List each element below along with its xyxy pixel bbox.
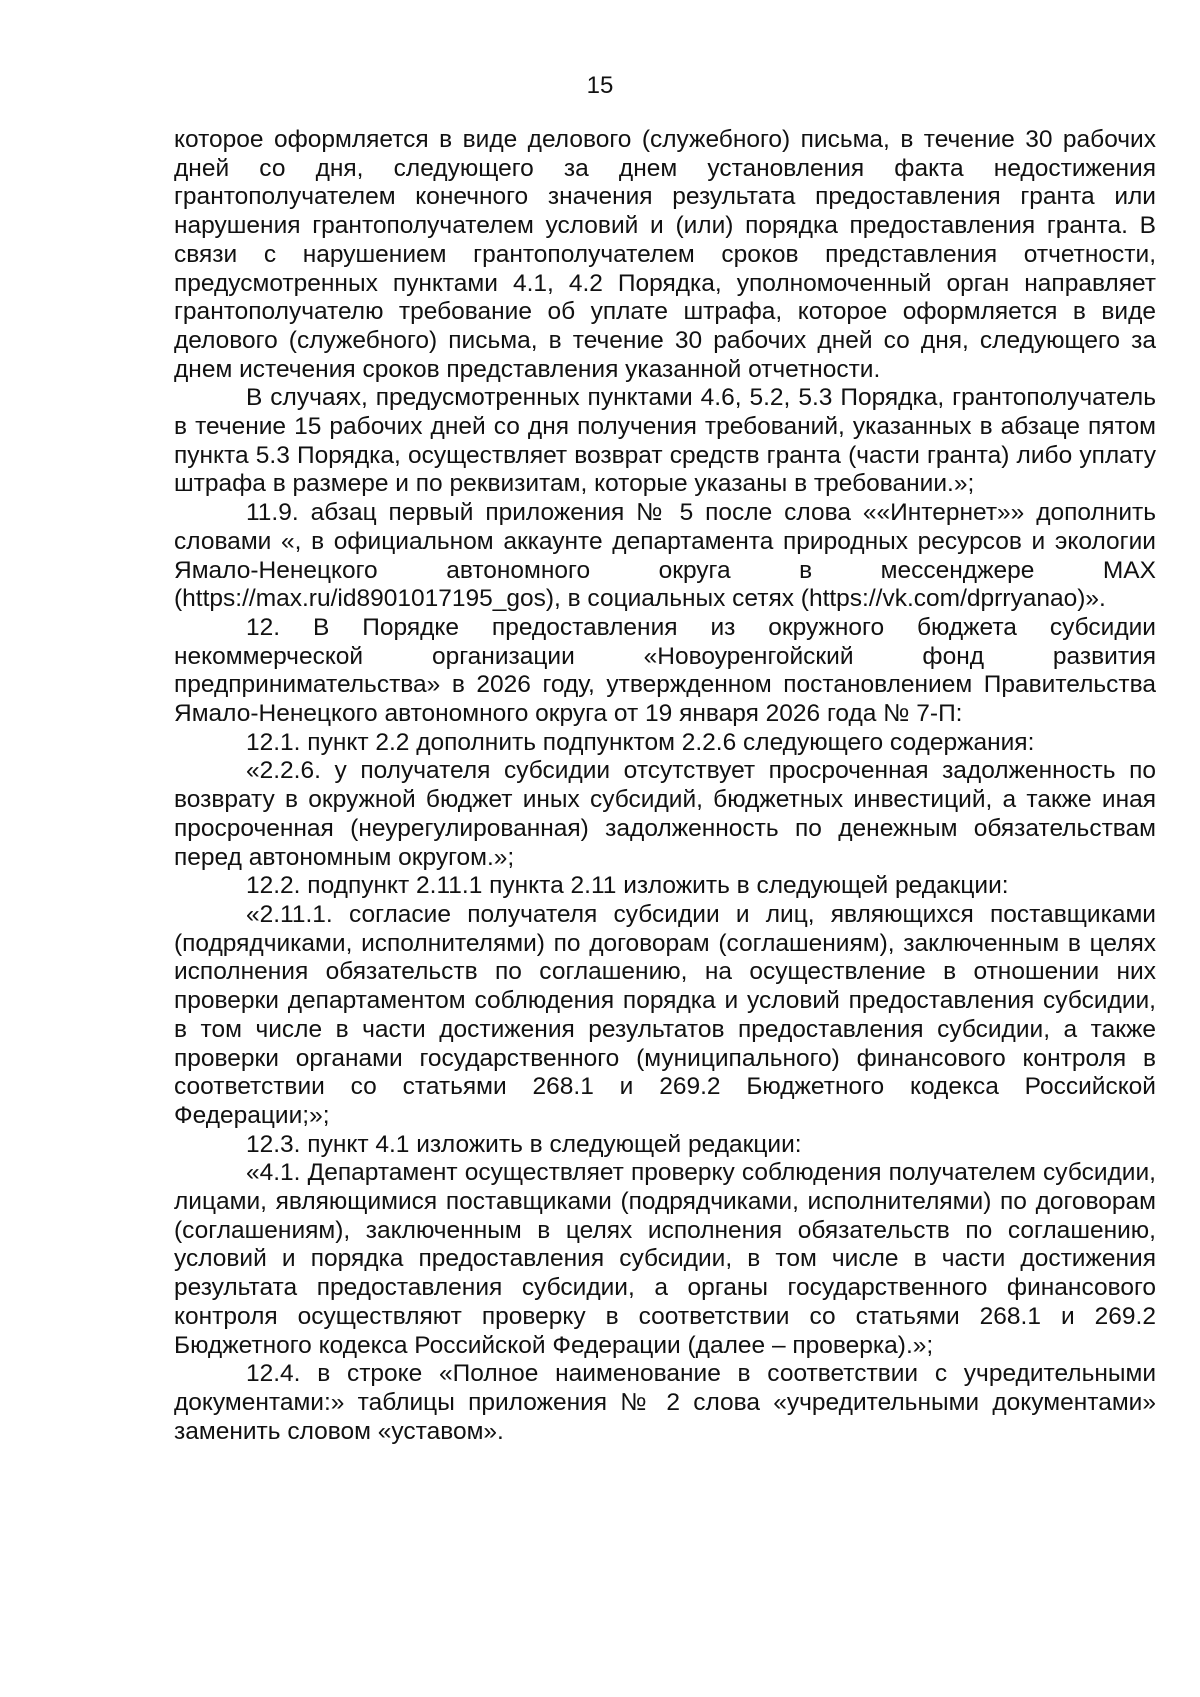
paragraph-item-12-3: 12.3. пункт 4.1 изложить в следующей редакции:	[246, 1130, 802, 1158]
paragraph-item-12-1: 12.1. пункт 2.2 дополнить подпунктом 2.2.6 следующего содержания:	[246, 728, 1035, 756]
paragraph-quote-2-11-1: «2.11.1. согласие получателя субсидии и лиц, являющихся поставщиками (подрядчиками, исполнителями) по договорам (соглашениям), заключенным в целях исполнения обязательств по соглашению, на осуществление в отношении них проверки департаментом соблюдения порядка и условий предоставления субсидии, в том числе в части достижения результатов предоставления субсидии, а также проверки органами государственного (муниципального) финансового контроля в соответствии со статьями 268.1 и 269.2 Бюджетного кодекса Российской Федерации;»;	[174, 900, 1156, 1129]
paragraph-quote-4-1: «4.1. Департамент осуществляет проверку соблюдения получателем субсидии, лицами, являющимися поставщиками (подрядчиками, исполнителями) по договорам (соглашениям), заключенным в целях исполнения обязательств по соглашению, условий и порядка предоставления субсидии, в том числе в части достижения результата предоставления субсидии, а органы государственного финансового контроля осуществляют проверку в соответствии со статьями 268.1 и 269.2 Бюджетного кодекса Российской Федерации (далее – проверка).»;	[174, 1159, 1156, 1359]
paragraph-item-12: 12. В Порядке предоставления из окружного бюджета субсидии некоммерческой организации «Новоуренгойский фонд развития предпринимательства» в 2026 году, утвержденном постановлением Правительства Ямало-Ненецкого автономного округа от 19 января 2026 года № 7-П:	[174, 613, 1156, 728]
paragraph-item-12-4: 12.4. в строке «Полное наименование в соответствии с учредительными документами:» таблицы приложения № 2 слова «учредительными документами» заменить словом «уставом».	[174, 1360, 1156, 1445]
paragraph-item-12-2: 12.2. подпункт 2.11.1 пункта 2.11 изложить в следующей редакции:	[246, 872, 1009, 900]
document-body	[174, 126, 1156, 1446]
paragraph: В случаях, предусмотренных пунктами 4.6, 5.2, 5.3 Порядка, грантополучатель в течение 15 рабочих дней со дня получения требований, указанных в абзаце пятом пункта 5.3 Порядка, осуществляет возврат средств гранта (части гранта) либо уплату штрафа в размере и по реквизитам, которые указаны в требовании.»;	[174, 384, 1156, 498]
paragraph-continuation: которое оформляется в виде делового (служебного) письма, в течение 30 рабочих дней со дня, следующего за днем установления факта недостижения грантополучателем конечного значения результата предоставления гранта или нарушения грантополучателем условий и (или) порядка предоставления гранта. В связи с нарушением грантополучателем сроков представления отчетности, предусмотренных пунктами 4.1, 4.2 Порядка, уполномоченный орган направляет грантополучателю требование об уплате штрафа, которое оформляется в виде делового (служебного) письма, в течение 30 рабочих дней со дня, следующего за днем истечения сроков представления указанной отчетности.	[174, 126, 1156, 383]
paragraph-quote-2-2-6: «2.2.6. у получателя субсидии отсутствует просроченная задолженность по возврату в окружной бюджет иных субсидий, бюджетных инвестиций, а также иная просроченная (неурегулированная) задолженность по денежным обязательствам перед автономным округом.»;	[174, 757, 1156, 871]
page-number: 15	[586, 72, 614, 99]
paragraph-item-11-9: 11.9. абзац первый приложения № 5 после слова ««Интернет»» дополнить словами «, в официальном аккаунте департамента природных ресурсов и экологии Ямало-Ненецкого автономного округа в мессенджере MAX (https://max.ru/id8901017195_gos), в социальных сетях (https://vk.com/dprryanao)».	[174, 499, 1156, 613]
